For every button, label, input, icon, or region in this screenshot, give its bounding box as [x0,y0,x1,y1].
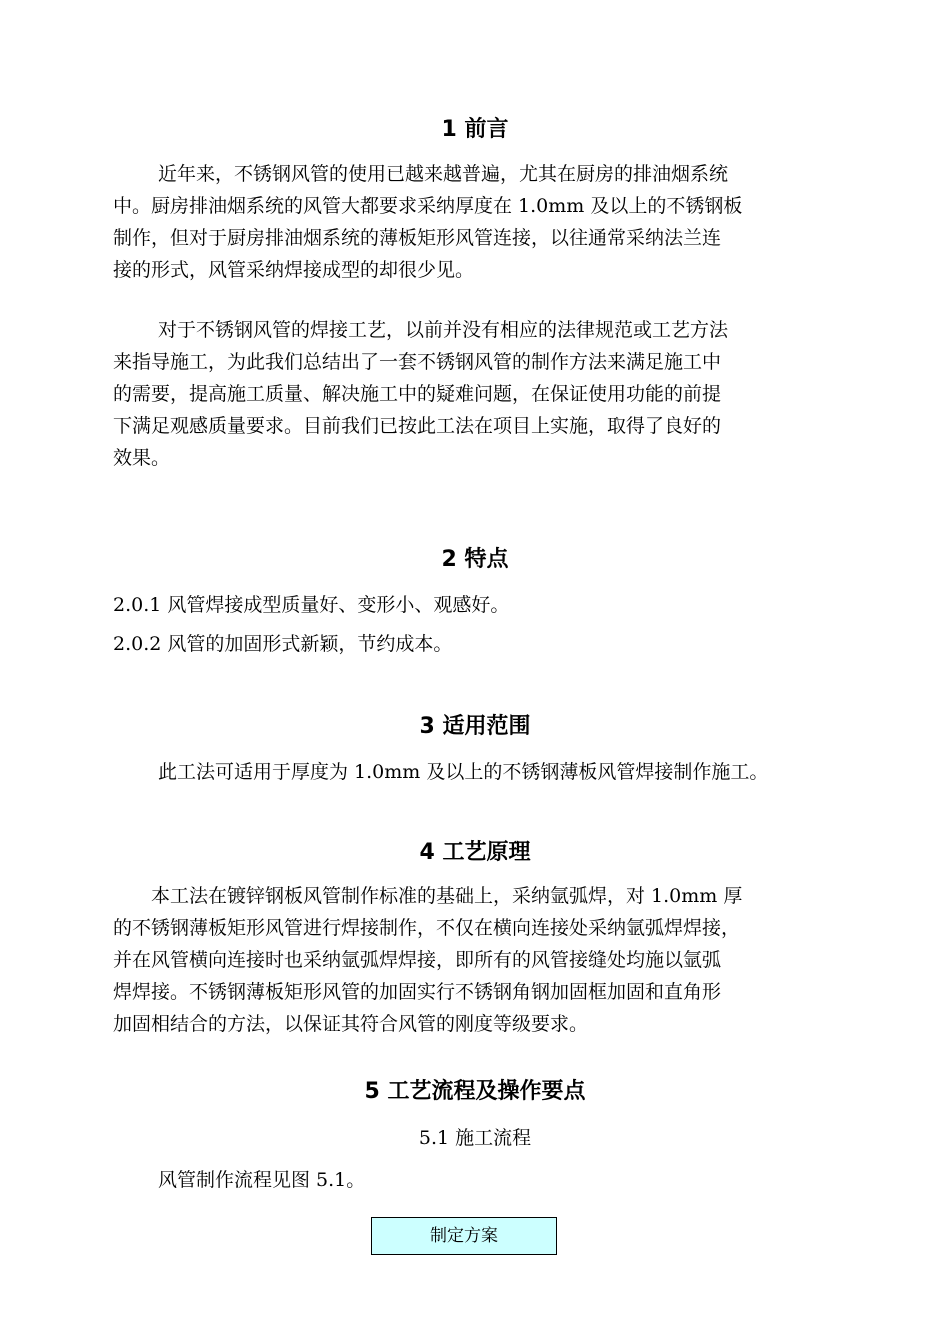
text-line: 接的形式，风管采纳焊接成型的却很少见。 [113,259,475,281]
text-line: 中。厨房排油烟系统的风管大都要求采纳厚度在 1.0mm 及以上的不锈钢板 [113,195,743,217]
section-5-paragraph: 风管制作流程见图 5.1。 [158,1169,366,1191]
section-3-heading: 3 适用范围 [419,714,531,739]
section-1-paragraph-1 [113,158,843,286]
text-line: 本工法在镀锌钢板风管制作标准的基础上，采纳氩弧焊，对 1.0mm 厚 [151,885,743,907]
section-2-heading: 2 特点 [441,547,509,572]
text-line: 的不锈钢薄板矩形风管进行焊接制作，不仅在横向连接处采纳氩弧焊焊接， [113,917,741,939]
text-line: 制作，但对于厨房排油烟系统的薄板矩形风管连接，以往通常采纳法兰连 [113,227,722,249]
section-1-paragraph-2 [113,314,843,474]
feature-item: 2.0.1 风管焊接成型质量好、变形小、观感好。 [113,594,510,616]
feature-item: 2.0.2 风管的加固形式新颖，节约成本。 [113,633,453,655]
text-line: 的需要，提高施工质量、解决施工中的疑难问题，在保证使用功能的前提 [113,383,722,405]
section-4-paragraph [113,880,843,1040]
text-line: 近年来，不锈钢风管的使用已越来越普遍，尤其在厨房的排油烟系统 [158,163,729,185]
text-line: 并在风管横向连接时也采纳氩弧焊焊接，即所有的风管接缝处均施以氩弧 [113,949,722,971]
flowchart-box: 制定方案 [371,1217,557,1255]
section-4-heading: 4 工艺原理 [419,840,531,865]
text-line: 对于不锈钢风管的焊接工艺，以前并没有相应的法律规范或工艺方法 [158,319,729,341]
text-line: 焊焊接。不锈钢薄板矩形风管的加固实行不锈钢角钢加固框加固和直角形 [113,981,722,1003]
text-line: 加固相结合的方法，以保证其符合风管的刚度等级要求。 [113,1013,589,1035]
section-5-1-heading: 5.1 施工流程 [418,1127,532,1149]
text-line: 来指导施工，为此我们总结出了一套不锈钢风管的制作方法来满足施工中 [113,351,722,373]
text-line: 效果。 [113,447,171,469]
section-1-heading: 1 前言 [441,117,509,142]
text-line: 此工法可适用于厚度为 1.0mm 及以上的不锈钢薄板风管焊接制作施工。 [158,761,769,783]
section-5-heading: 5 工艺流程及操作要点 [364,1079,586,1104]
text-line: 下满足观感质量要求。目前我们已按此工法在项目上实施，取得了良好的 [113,415,722,437]
section-3-paragraph [113,756,873,788]
